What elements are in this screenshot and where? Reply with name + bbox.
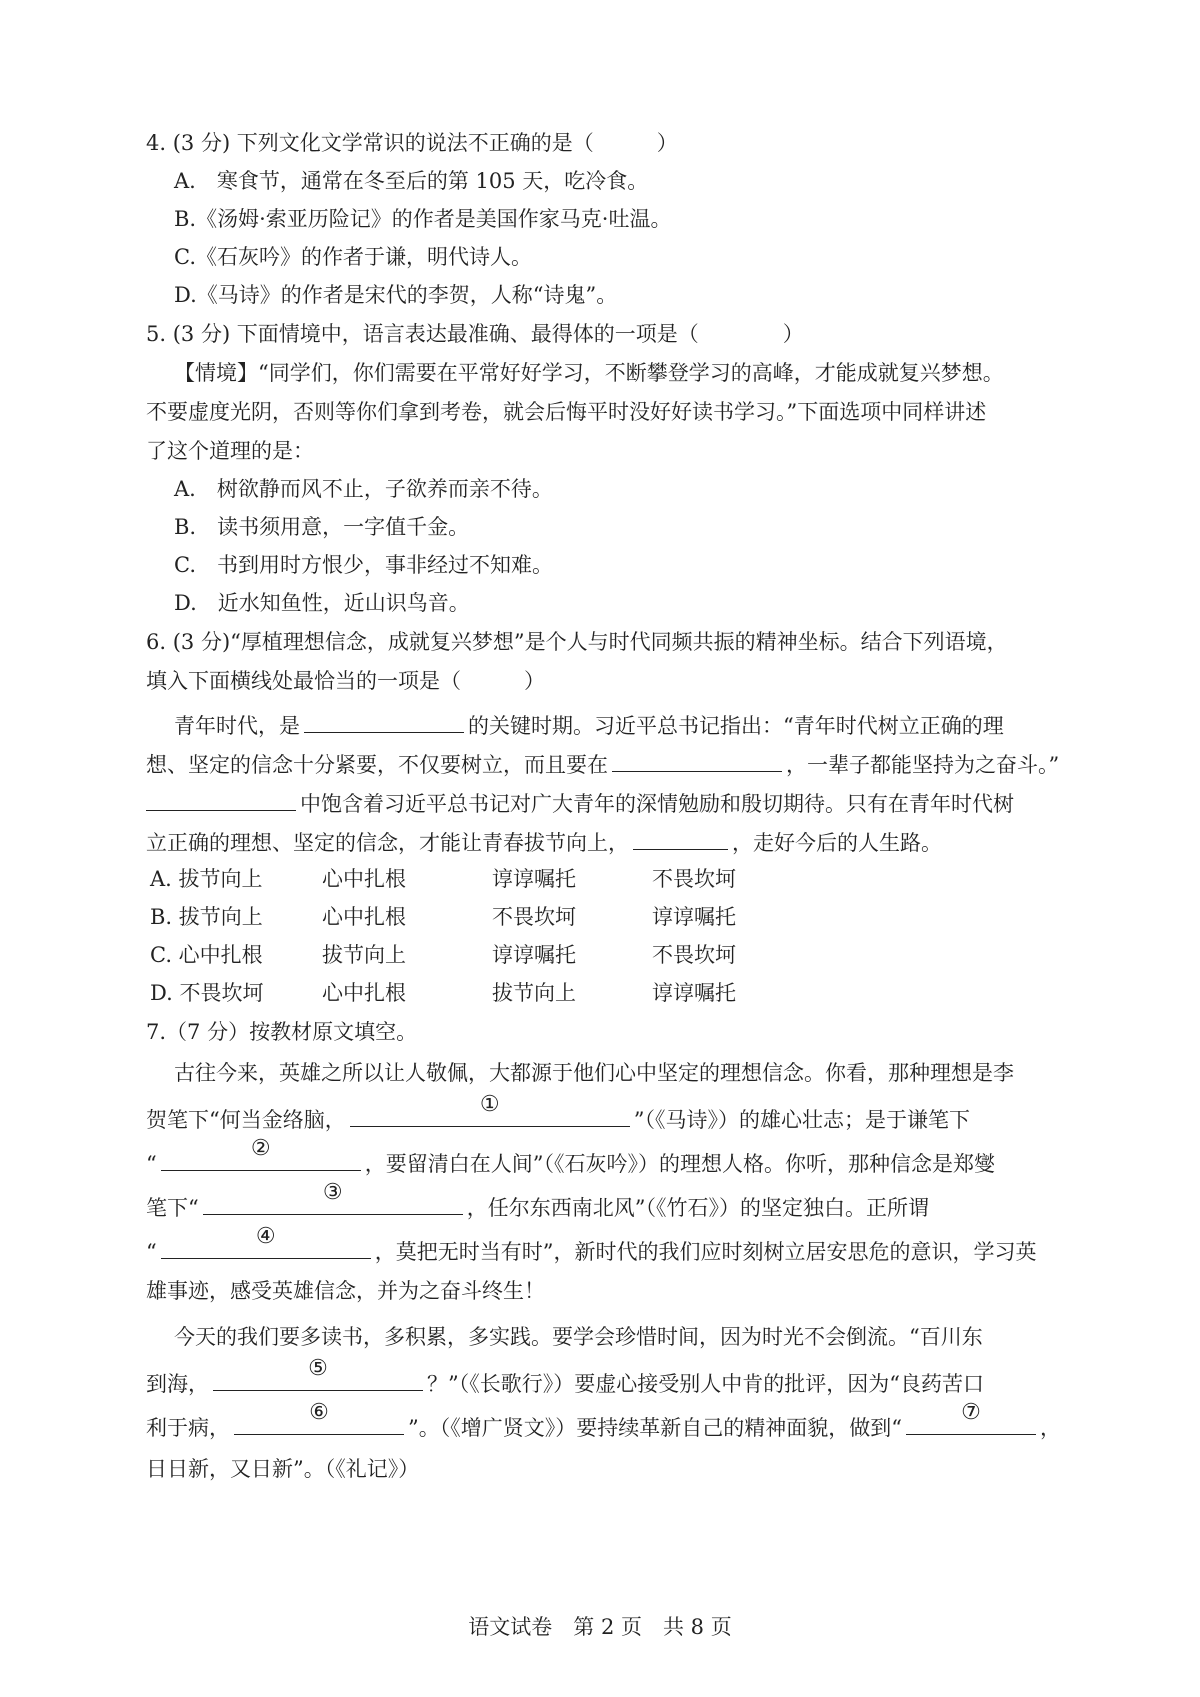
option-cell: 谆谆嘱托 — [652, 905, 736, 929]
q4-option-b: B.《汤姆·索亚历险记》的作者是美国作家马克·吐温。 — [174, 207, 672, 231]
blank-number: ③ — [322, 1180, 343, 1205]
q7-passage-line: 古往今来，英雄之所以让人敬佩，大都源于他们心中坚定的理想信念。你看，那种理想是李 — [174, 1061, 1014, 1085]
passage-text: 贺笔下“何当金络脑， — [146, 1108, 346, 1132]
q7-passage-line — [146, 1180, 929, 1223]
page-footer: 语文试卷 第 2 页 共 8 页 — [468, 1615, 732, 1639]
q5-option-d: D. 近水知鱼性，近山识鸟音。 — [174, 591, 470, 615]
q7-passage-line — [146, 1092, 970, 1135]
q6-passage-line — [174, 708, 1004, 741]
q4-stem: 4. (3 分) 下列文化文学常识的说法不正确的是（ ） — [146, 131, 678, 155]
passage-text: ”（《马诗》）的雄心壮志；是于谦笔下 — [633, 1108, 970, 1132]
answer-blank[interactable] — [633, 825, 728, 850]
answer-blank-2[interactable] — [161, 1136, 361, 1171]
q5-context-line: 了这个道理的是： — [146, 439, 314, 463]
q6-passage-line — [146, 747, 1059, 780]
passage-text: “ — [146, 1152, 157, 1176]
option-cell: 拔节向上 — [322, 943, 406, 967]
passage-text: ”。（《增广贤文》）要持续革新自己的精神面貌，做到“ — [408, 1416, 902, 1440]
q4-option-c: C.《石灰吟》的作者于谦，明代诗人。 — [174, 245, 532, 269]
passage-text: 的关键时期。习近平总书记指出：“青年时代树立正确的理 — [468, 714, 1004, 738]
q4-option-d: D.《马诗》的作者是宋代的李贺，人称“诗鬼”。 — [174, 283, 618, 307]
passage-text: ？”（《长歌行》）要虚心接受别人中肯的批评，因为“良药苦口 — [427, 1372, 984, 1396]
answer-blank[interactable] — [612, 747, 782, 772]
option-cell: 谆谆嘱托 — [492, 943, 576, 967]
blank-number: ④ — [255, 1224, 276, 1249]
q5-context-line: 不要虚度光阴，否则等你们拿到考卷，就会后悔平时没好好读书学习。”下面选项中同样讲述 — [146, 400, 987, 424]
q7-passage-line — [146, 1224, 1037, 1267]
q7-passage-line: 雄事迹，感受英雄信念，并为之奋斗终生！ — [146, 1279, 545, 1303]
q7-passage-line: 今天的我们要多读书，多积累，多实践。要学会珍惜时间，因为时光不会倒流。“百川东 — [174, 1325, 983, 1349]
option-cell: C. 心中扎根 — [150, 943, 263, 967]
q5-option-b: B. 读书须用意，一字值千金。 — [174, 515, 470, 539]
option-cell: A. 拔节向上 — [150, 867, 263, 891]
passage-text: ，走好今后的人生路。 — [732, 831, 942, 855]
option-cell: 拔节向上 — [492, 981, 576, 1005]
q5-stem: 5. (3 分) 下面情境中，语言表达最准确、最得体的一项是（ ） — [146, 322, 804, 346]
answer-blank-5[interactable] — [213, 1356, 423, 1391]
q5-option-c: C. 书到用时方恨少，事非经过不知难。 — [174, 553, 553, 577]
blank-number: ② — [250, 1136, 271, 1161]
option-cell: B. 拔节向上 — [150, 905, 263, 929]
passage-text: 想、坚定的信念十分紧要，不仅要树立，而且要在 — [146, 753, 608, 777]
passage-text: ，一辈子都能坚持为之奋斗。” — [786, 753, 1060, 777]
answer-blank-7[interactable] — [906, 1400, 1036, 1435]
passage-text: 到海， — [146, 1372, 209, 1396]
option-cell: 心中扎根 — [322, 981, 406, 1005]
option-cell: D. 不畏坎坷 — [150, 981, 264, 1005]
q6-passage-line — [146, 786, 1014, 819]
option-cell: 不畏坎坷 — [492, 905, 576, 929]
q6-passage-line — [146, 825, 942, 858]
q6-stem: 6. (3 分)“厚植理想信念，成就复兴梦想”是个人与时代同频共振的精神坐标。结合下列语境， — [146, 630, 1008, 654]
passage-text: ， — [1039, 1416, 1061, 1440]
q7-stem: 7.（7 分）按教材原文填空。 — [146, 1020, 418, 1044]
q7-passage-line: 日日新，又日新”。（《礼记》） — [146, 1457, 420, 1481]
blank-number: ⑦ — [961, 1400, 981, 1425]
option-cell: 心中扎根 — [322, 905, 406, 929]
q5-context-line: 【情境】“同学们，你们需要在平常好好学习，不断攀登学习的高峰，才能成就复兴梦想。 — [174, 361, 1004, 385]
option-cell: 不畏坎坷 — [652, 943, 736, 967]
passage-text: ，任尔东西南北风”（《竹石》）的坚定独白。正所谓 — [466, 1196, 929, 1220]
passage-text: 中饱含着习近平总书记对广大青年的深情勉励和殷切期待。只有在青年时代树 — [300, 792, 1014, 816]
answer-blank-1[interactable] — [350, 1092, 630, 1127]
answer-blank[interactable] — [304, 708, 464, 733]
passage-text: 利于病， — [146, 1416, 230, 1440]
answer-blank[interactable] — [146, 786, 296, 811]
q6-stem: 填入下面横线处最恰当的一项是（ ） — [146, 669, 545, 693]
q7-passage-line — [146, 1136, 995, 1179]
q5-option-a: A. 树欲静而风不止，子欲养而亲不待。 — [174, 477, 553, 501]
q7-passage-line — [146, 1356, 984, 1399]
passage-text: 笔下“ — [146, 1196, 199, 1220]
blank-number: ⑥ — [309, 1400, 329, 1425]
option-cell: 心中扎根 — [322, 867, 406, 891]
passage-text: 青年时代，是 — [174, 714, 300, 738]
option-cell: 不畏坎坷 — [652, 867, 736, 891]
option-cell: 谆谆嘱托 — [652, 981, 736, 1005]
q7-passage-line — [146, 1400, 1061, 1443]
option-cell: 谆谆嘱托 — [492, 867, 576, 891]
passage-text: ，要留清白在人间”（《石灰吟》）的理想人格。你听，那种信念是郑燮 — [364, 1152, 995, 1176]
blank-number: ⑤ — [308, 1356, 328, 1381]
blank-number: ① — [479, 1092, 500, 1117]
passage-text: 立正确的理想、坚定的信念，才能让青春拔节向上， — [146, 831, 629, 855]
passage-text: ，莫把无时当有时”，新时代的我们应时刻树立居安思危的意识，学习英 — [374, 1240, 1037, 1264]
answer-blank-3[interactable] — [203, 1180, 463, 1215]
answer-blank-6[interactable] — [234, 1400, 404, 1435]
q4-option-a: A. 寒食节，通常在冬至后的第 105 天，吃冷食。 — [174, 169, 649, 193]
answer-blank-4[interactable] — [161, 1224, 371, 1259]
passage-text: “ — [146, 1240, 157, 1264]
